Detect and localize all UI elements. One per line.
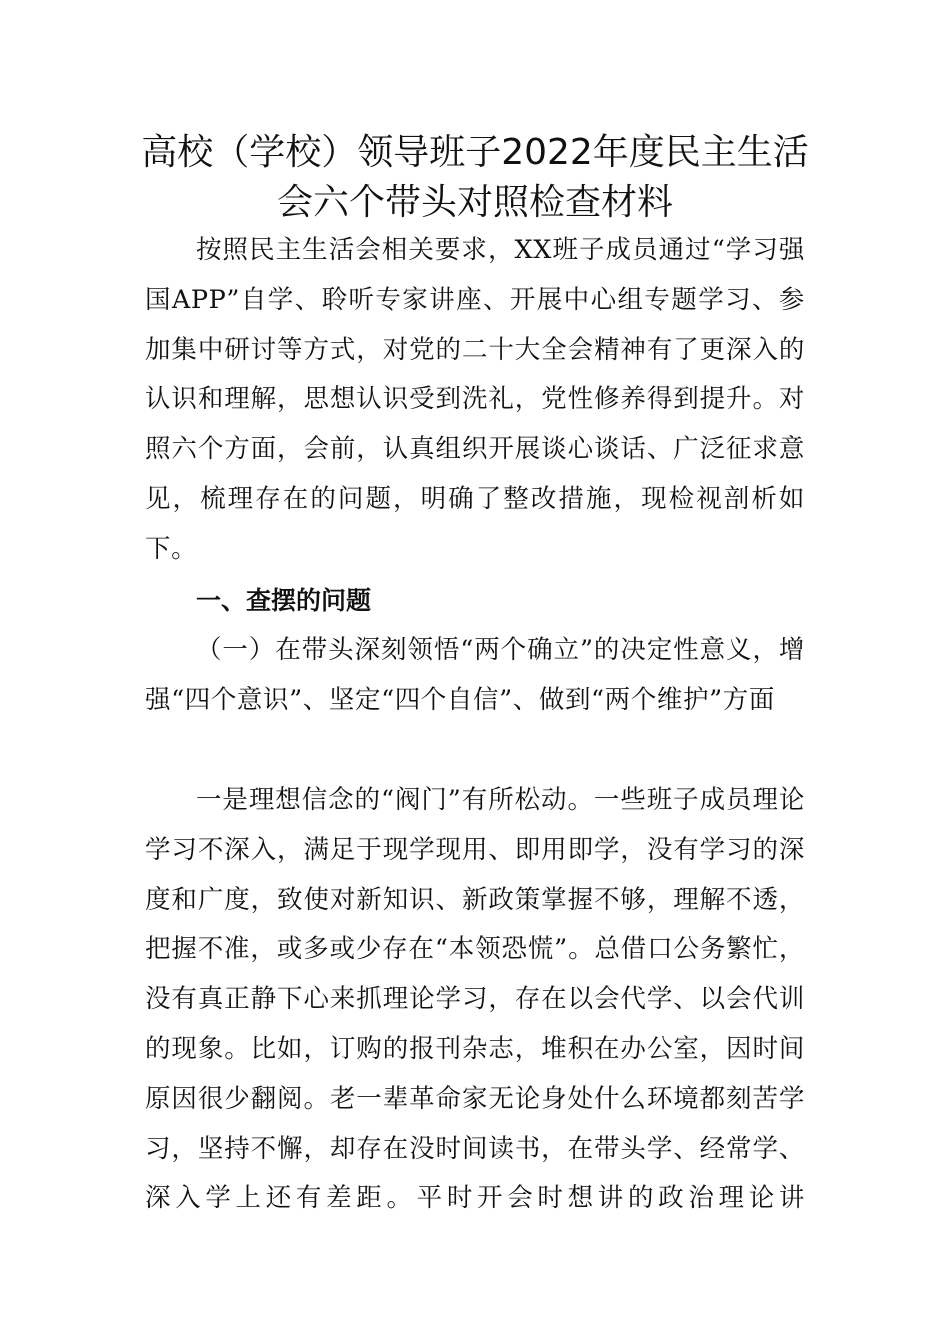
- title-line-2: 会六个带头对照检查材料: [276, 182, 673, 223]
- subsection-heading: （一）在带头深刻领悟“两个确立”的决定性意义，增强“四个意识”、坚定“四个自信”、做到“两个维护”方面: [145, 635, 805, 715]
- intro-paragraph: 按照民主生活会相关要求，XX班子成员通过“学习强国APP”自学、聆听专家讲座、开展中心组专题学习、参加集中研讨等方式，对党的二十大全会精神有了更深入的认识和理解，思想认识受到洗礼，党性修养得到提升。对照六个方面，会前，认真组织开展谈心谈话、广泛征求意见，梳理存在的问题，明确了整改措施，现检视剖析如下。: [145, 235, 805, 564]
- body-paragraph: 一是理想信念的“阀门”有所松动。一些班子成员理论学习不深入，满足于现学现用、即用即学，没有学习的深度和广度，致使对新知识、新政策掌握不够，理解不透，把握不准，或多或少存在“本领恐慌”。总借口公务繁忙，没有真正静下心来抓理论学习，存在以会代学、以会代训的现象。比如，订购的报刊杂志，堆积在办公室，因时间原因很少翻阅。老一辈革命家无论身处什么环境都刻苦学习，坚持不懈，却存在没时间读书，在带头学、经常学、深入学上还有差距。平时开会时想讲的政治理论讲: [145, 785, 805, 1214]
- document-title: [140, 128, 810, 228]
- section-heading: 一、查摆的问题: [196, 586, 372, 615]
- title-line-1: 高校（学校）领导班子2022年度民主生活: [141, 132, 809, 173]
